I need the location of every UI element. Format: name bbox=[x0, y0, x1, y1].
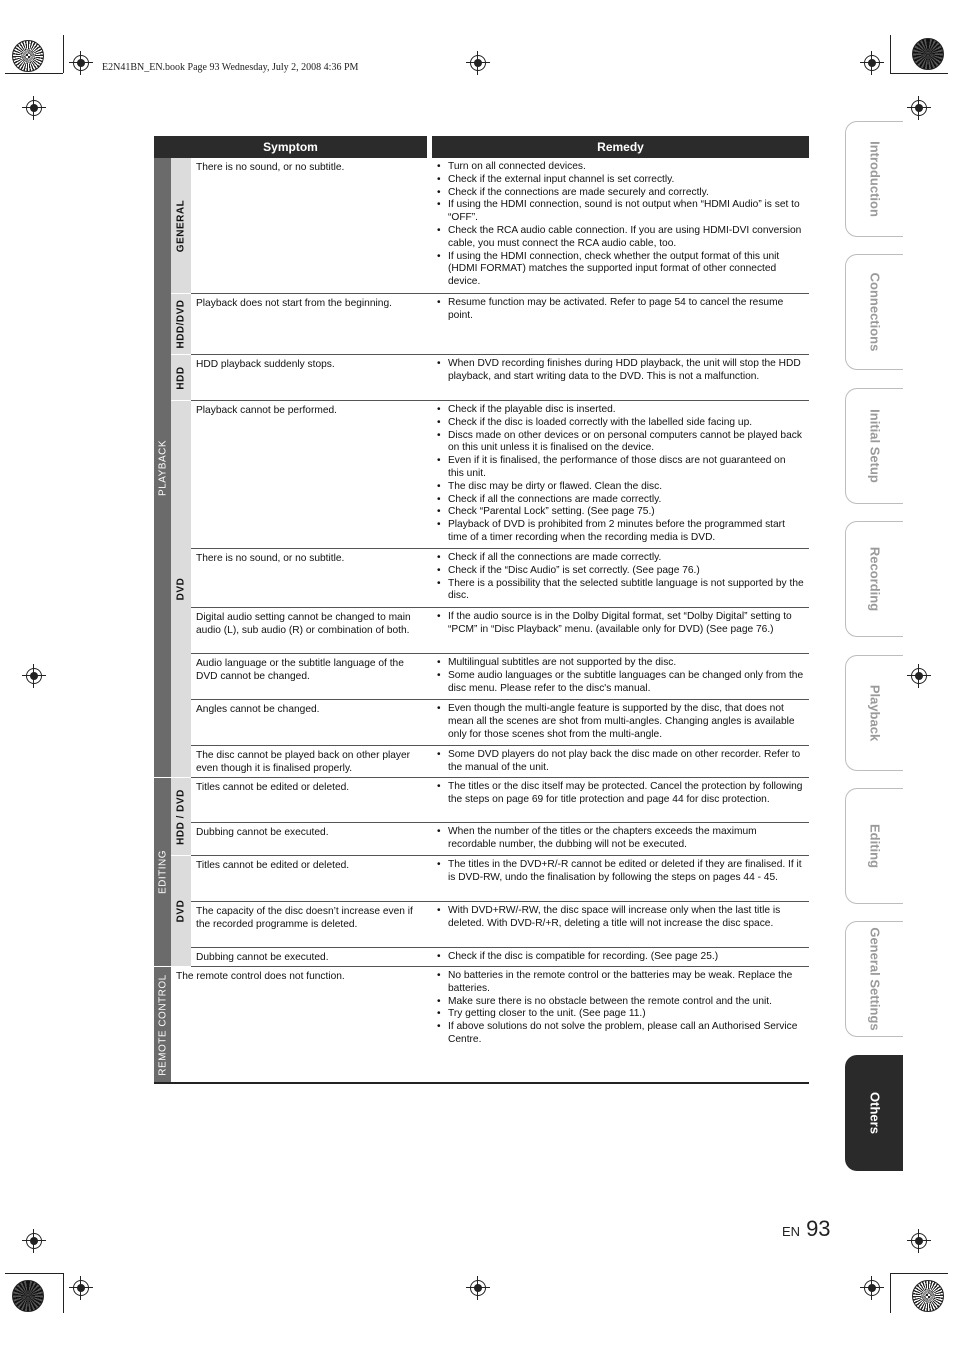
registration-burst-icon bbox=[12, 1280, 44, 1312]
crop-line bbox=[890, 73, 948, 74]
remedy-item: • Make sure there is no obstacle between the remote control and the unit. bbox=[434, 996, 804, 1009]
remedy-item: • Resume function may be activated. Refer to page 54 to cancel the resume point. bbox=[434, 297, 804, 323]
registration-target-icon bbox=[73, 1280, 89, 1296]
symptom-text: Titles cannot be edited or deleted. bbox=[196, 782, 350, 793]
remedy-list bbox=[434, 703, 804, 741]
remedy-item: • If using the HDMI connection, check whether the output format of this unit (HDMI FORMAT) matches the supported input format of other connected device. bbox=[434, 251, 804, 289]
remedy-list bbox=[434, 404, 804, 545]
crop-line bbox=[890, 1273, 891, 1313]
tab-connections[interactable]: Connections bbox=[845, 254, 903, 370]
category-remote-control: REMOTE CONTROL bbox=[154, 967, 171, 1082]
symptom-text: The disc cannot be played back on other player even though it is finalised properly. bbox=[196, 750, 411, 774]
subcategory-dvd: DVD bbox=[171, 401, 191, 777]
registration-target-icon bbox=[911, 668, 927, 684]
subcategory-hdd-dvd: HDD/DVD bbox=[171, 294, 191, 354]
remedy-item: • Check if the external input channel is set correctly. bbox=[434, 174, 804, 187]
tab-initial-setup[interactable]: Initial Setup bbox=[845, 388, 903, 504]
page-number bbox=[782, 1216, 831, 1242]
table-row bbox=[191, 823, 809, 856]
remedy-header: Remedy bbox=[432, 136, 809, 158]
remedy-item: • Check if all the connections are made correctly. bbox=[434, 494, 804, 507]
table-row bbox=[191, 778, 809, 823]
symptom-text: There is no sound, or no subtitle. bbox=[196, 162, 345, 173]
remedy-list bbox=[434, 611, 804, 637]
remedy-list bbox=[434, 951, 804, 964]
table-row bbox=[191, 948, 809, 967]
remedy-item: • When the number of the titles or the chapters exceeds the maximum recordable number, the dubbing will not be executed. bbox=[434, 826, 804, 852]
remedy-list bbox=[434, 826, 804, 852]
remedy-item: • If above solutions do not solve the problem, please call an Authorised Service Centre. bbox=[434, 1021, 804, 1047]
subcategory-hdd: HDD bbox=[171, 355, 191, 400]
remedy-item: • Check if the disc is loaded correctly with the labelled side facing up. bbox=[434, 417, 804, 430]
tab-others[interactable]: Others bbox=[845, 1055, 903, 1171]
registration-target-icon bbox=[470, 55, 486, 71]
symptom-text: The remote control does not function. bbox=[176, 971, 345, 982]
remedy-item: • The disc may be dirty or flawed. Clean the disc. bbox=[434, 481, 804, 494]
symptom-text: Playback cannot be performed. bbox=[196, 405, 338, 416]
remedy-list bbox=[434, 905, 804, 931]
registration-target-icon bbox=[911, 1233, 927, 1249]
table-row bbox=[191, 902, 809, 948]
registration-target-icon bbox=[26, 1233, 42, 1249]
remedy-item: • Some audio languages or the subtitle languages can be changed only from the disc menu. Please refer to the disc's manual. bbox=[434, 670, 804, 696]
remedy-item: • Try getting closer to the unit. (See page 11.) bbox=[434, 1008, 804, 1021]
table-row bbox=[191, 158, 809, 294]
remedy-list bbox=[434, 161, 804, 289]
remedy-item: • Check if the “Disc Audio” is set correctly. (See page 76.) bbox=[434, 565, 804, 578]
table-row bbox=[191, 856, 809, 902]
remedy-list bbox=[434, 552, 804, 603]
remedy-item: • Discs made on other devices or on personal computers cannot be played back on this unit unless it is finalised on the device. bbox=[434, 430, 804, 456]
remedy-item: • Check if the playable disc is inserted. bbox=[434, 404, 804, 417]
tab-introduction[interactable]: Introduction bbox=[845, 121, 903, 237]
symptom-text: Dubbing cannot be executed. bbox=[196, 827, 329, 838]
symptom-text: Dubbing cannot be executed. bbox=[196, 952, 329, 963]
crop-line bbox=[63, 35, 64, 73]
symptom-header: Symptom bbox=[154, 136, 427, 158]
crop-line bbox=[890, 35, 891, 73]
remedy-item: • Check “Parental Lock” setting. (See page 75.) bbox=[434, 506, 804, 519]
remedy-list bbox=[434, 297, 804, 323]
registration-target-icon bbox=[26, 668, 42, 684]
registration-target-icon bbox=[470, 1280, 486, 1296]
tab-general-settings[interactable]: General Settings bbox=[845, 921, 903, 1037]
remedy-item: • Some DVD players do not play back the disc made on other recorder. Refer to the manual of the unit. bbox=[434, 749, 804, 775]
table-row bbox=[191, 746, 809, 778]
remedy-list bbox=[434, 781, 804, 807]
symptom-text: The capacity of the disc doesn’t increase even if the recorded programme is deleted. bbox=[196, 906, 413, 930]
symptom-text: There is no sound, or no subtitle. bbox=[196, 553, 345, 564]
subcategory-dvd-editing: DVD bbox=[171, 856, 191, 966]
registration-target-icon bbox=[864, 1280, 880, 1296]
registration-target-icon bbox=[864, 55, 880, 71]
table-row bbox=[191, 654, 809, 700]
remedy-item: • The titles in the DVD+R/-R cannot be edited or deleted if they are finalised. If it is DVD-RW, undo the finalisation by following the steps on pages 44 - 45. bbox=[434, 859, 804, 885]
remedy-item: • If the audio source is in the Dolby Digital format, set “Dolby Digital” setting to “PCM” in “Disc Playback” menu. (available only for DVD) (See page 76.) bbox=[434, 611, 804, 637]
symptom-text: Titles cannot be edited or deleted. bbox=[196, 860, 350, 871]
remedy-item: • When DVD recording finishes during HDD playback, the unit will stop the HDD playback, and start writing data to the DVD. This is not a malfunction. bbox=[434, 358, 804, 384]
remedy-item: • Check if the connections are made securely and correctly. bbox=[434, 187, 804, 200]
registration-target-icon bbox=[911, 100, 927, 116]
remedy-item: • Check if all the connections are made correctly. bbox=[434, 552, 804, 565]
remedy-item: • Even though the multi-angle feature is supported by the disc, that does not mean all the scenes are shot from multi-angles. Changing angles is available only for those scenes shot from the multi-angle. bbox=[434, 703, 804, 741]
language-label: EN bbox=[782, 1224, 801, 1239]
remedy-list bbox=[434, 970, 804, 1047]
remedy-item: • If using the HDMI connection, sound is not output when “HDMI Audio” is set to “OFF”. bbox=[434, 199, 804, 225]
category-playback: PLAYBACK bbox=[154, 158, 171, 777]
subcategory-hdd-dvd-editing: HDD / DVD bbox=[171, 778, 191, 855]
registration-target-icon bbox=[73, 55, 89, 71]
crop-line bbox=[5, 1273, 63, 1274]
symptom-text: Angles cannot be changed. bbox=[196, 704, 320, 715]
table-row bbox=[191, 608, 809, 654]
remedy-list bbox=[434, 358, 804, 384]
page-number-value: 93 bbox=[806, 1216, 831, 1241]
remedy-item: • Even if it is finalised, the performance of those discs are not guaranteed on this unit. bbox=[434, 455, 804, 481]
table-row bbox=[191, 355, 809, 401]
symptom-text: Playback does not start from the beginning. bbox=[196, 298, 392, 309]
table-row bbox=[191, 549, 809, 608]
crop-line bbox=[890, 1273, 948, 1274]
tab-editing[interactable]: Editing bbox=[845, 788, 903, 904]
table-bottom-rule bbox=[154, 1082, 809, 1084]
symptom-text: Digital audio setting cannot be changed to main audio (L), sub audio (R) or combination of both. bbox=[196, 612, 411, 636]
remedy-list bbox=[434, 749, 804, 775]
remedy-item: • Turn on all connected devices. bbox=[434, 161, 804, 174]
tab-recording[interactable]: Recording bbox=[845, 521, 903, 637]
remedy-item: • Check if the disc is compatible for recording. (See page 25.) bbox=[434, 951, 804, 964]
symptom-text: Audio language or the subtitle language of the DVD cannot be changed. bbox=[196, 658, 404, 682]
remedy-item: • There is a possibility that the selected subtitle language is not supported by the disc. bbox=[434, 578, 804, 604]
crop-line bbox=[5, 73, 63, 74]
remedy-item: • Multilingual subtitles are not supported by the disc. bbox=[434, 657, 804, 670]
remedy-item: • The titles or the disc itself may be protected. Cancel the protection by following the steps on page 69 for title protection and page 44 for disc protection. bbox=[434, 781, 804, 807]
symptom-text: HDD playback suddenly stops. bbox=[196, 359, 335, 370]
category-editing: EDITING bbox=[154, 778, 171, 966]
table-row bbox=[171, 967, 809, 1082]
remedy-item: • Check the RCA audio cable connection. If you are using HDMI-DVI conversion cable, you must connect the RCA audio cable, too. bbox=[434, 225, 804, 251]
tab-playback[interactable]: Playback bbox=[845, 655, 903, 771]
table-row bbox=[191, 700, 809, 746]
subcategory-general: GENERAL bbox=[171, 158, 191, 293]
file-info: E2N41BN_EN.book Page 93 Wednesday, July 2, 2008 4:36 PM bbox=[102, 62, 359, 73]
remedy-item: • Playback of DVD is prohibited from 2 minutes before the programmed start time of a timer recording when the recording media is DVD. bbox=[434, 519, 804, 545]
registration-burst-icon bbox=[912, 1280, 944, 1312]
remedy-list bbox=[434, 657, 804, 695]
table-row bbox=[191, 401, 809, 549]
remedy-item: • With DVD+RW/-RW, the disc space will increase only when the last title is deleted. With DVD-R/+R, deleting a title will not increase the disc space. bbox=[434, 905, 804, 931]
registration-burst-icon bbox=[912, 38, 944, 70]
registration-target-icon bbox=[26, 100, 42, 116]
crop-line bbox=[63, 1273, 64, 1313]
table-row bbox=[191, 294, 809, 355]
remedy-item: • No batteries in the remote control or the batteries may be weak. Replace the batteries. bbox=[434, 970, 804, 996]
remedy-list bbox=[434, 859, 804, 885]
registration-burst-icon bbox=[12, 40, 44, 72]
